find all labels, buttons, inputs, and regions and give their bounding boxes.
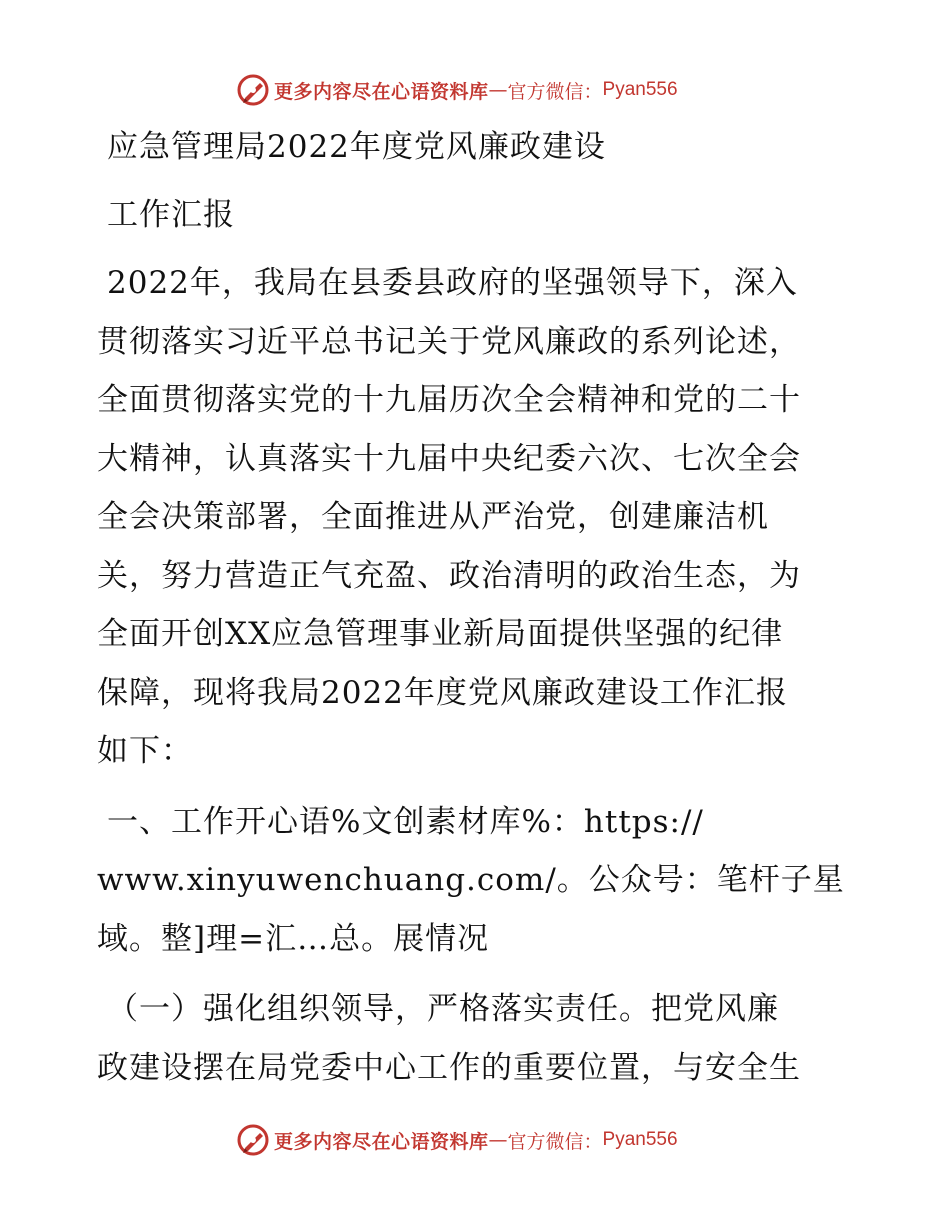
subsection-1-paragraph <box>97 980 857 1097</box>
watermark-official-label: 官方微信： <box>507 1130 603 1153</box>
document-title-line-1: 应急管理局2022年度党风廉政建设 <box>107 129 606 165</box>
intro-line: 大精神，认真落实十九届中央纪委六次、七次全会 <box>97 440 801 477</box>
section-1-line: www.xinyuwenchuang.com/。公众号：笔杆子星 <box>97 862 845 898</box>
subsection-1-line: （一）强化组织领导，严格落实责任。把党风廉 <box>107 991 779 1027</box>
intro-paragraph <box>97 254 857 781</box>
watermark-dash: — <box>488 1129 508 1151</box>
document-title-line-2: 工作汇报 <box>107 197 235 233</box>
watermark-account: Pyan556 <box>602 1129 678 1150</box>
section-1-heading <box>97 793 857 969</box>
watermark-top <box>236 72 678 108</box>
intro-line: 2022年，我局在县委县政府的坚强领导下，深入 <box>107 265 798 301</box>
document-body <box>97 124 857 1097</box>
intro-line: 保障，现将我局2022年度党风廉政建设工作汇报 <box>97 674 788 711</box>
intro-line: 关，努力营造正气充盈、政治清明的政治生态，为 <box>97 557 801 594</box>
watermark-dash: — <box>488 79 508 101</box>
intro-line: 贯彻落实习近平总书记关于党风廉政的系列论述， <box>97 323 801 360</box>
intro-line: 如下： <box>97 733 193 769</box>
intro-line: 全会决策部署，全面推进从严治党，创建廉洁机 <box>97 499 769 535</box>
intro-line: 全面贯彻落实党的十九届历次全会精神和党的二十 <box>97 382 801 418</box>
watermark-official-label: 官方微信： <box>507 80 603 103</box>
subsection-1-line: 政建设摆在局党委中心工作的重要位置，与安全生 <box>97 1049 801 1086</box>
watermark-brand: 更多内容尽在心语资料库 <box>274 80 489 103</box>
watermark-bottom <box>236 1122 678 1158</box>
intro-line: 全面开创XX应急管理事业新局面提供坚强的纪律 <box>97 616 784 652</box>
pen-logo-icon <box>236 73 270 107</box>
section-1-line: 一、工作开心语%文创素材库%：https:// <box>107 803 704 840</box>
watermark-account: Pyan556 <box>602 79 678 100</box>
section-1-line: 域。整]理=汇…总。展情况 <box>97 920 490 957</box>
pen-logo-icon <box>236 1123 270 1157</box>
watermark-brand: 更多内容尽在心语资料库 <box>274 1130 489 1153</box>
